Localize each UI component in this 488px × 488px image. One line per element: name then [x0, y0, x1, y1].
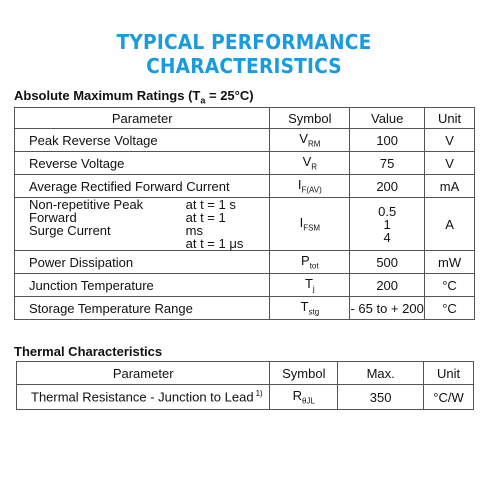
unit-cell: V — [425, 129, 475, 152]
header-symbol: Symbol — [270, 362, 338, 385]
param-cell: Power Dissipation — [15, 251, 270, 274]
value-cell: - 65 to + 200 — [350, 297, 425, 320]
symbol-cell: $I_{FSM}$ — [270, 198, 350, 251]
param-cell: Peak Reverse Voltage — [15, 129, 270, 152]
table-header-row — [15, 108, 475, 129]
unit-cell: °C/W — [424, 385, 474, 410]
surge-cond-2: at t = 1 ms — [185, 210, 226, 238]
unit-cell: A — [425, 198, 475, 251]
symbol-cell: $I_{F(AV)}$ — [270, 175, 350, 198]
surge-cond-3: at t = 1 μs — [185, 236, 244, 251]
param-cell: Reverse Voltage — [15, 152, 270, 175]
header-symbol: Symbol — [270, 108, 350, 129]
table-row — [17, 385, 474, 410]
value-cell: 350 — [338, 385, 424, 410]
symbol-cell: $T_{stg}$ — [270, 297, 350, 320]
header-value: Value — [350, 108, 425, 129]
header-max: Max. — [338, 362, 424, 385]
param-cell: Storage Temperature Range — [15, 297, 270, 320]
abs-max-ratings-table — [14, 107, 475, 320]
unit-cell: °C — [425, 274, 475, 297]
abs-max-ratings-title — [14, 88, 254, 106]
page-title: TYPICAL PERFORMANCE CHARACTERISTICS — [116, 30, 372, 78]
surge-value-2: 1 — [383, 216, 391, 232]
param-cell: Thermal Resistance - Junction to Lead $^{1)}$ — [17, 385, 270, 410]
abs-title-prefix: Absolute Maximum Ratings (T — [14, 88, 201, 103]
value-cell-surge — [350, 198, 425, 251]
symbol-cell: $R_{\theta JL}$ — [270, 385, 338, 410]
thermal-table — [16, 361, 474, 410]
symbol-cell: $V_R$ — [270, 152, 350, 175]
header-parameter: Parameter — [15, 108, 270, 129]
unit-cell: mW — [425, 251, 475, 274]
header-unit: Unit — [425, 108, 475, 129]
param-cell-surge — [15, 198, 270, 251]
value-cell: 500 — [350, 251, 425, 274]
table-row — [15, 251, 475, 274]
unit-cell: V — [425, 152, 475, 175]
abs-title-sub: a — [200, 95, 206, 106]
header-unit: Unit — [424, 362, 474, 385]
thermal-title: Thermal Characteristics — [14, 344, 163, 359]
unit-cell: mA — [425, 175, 475, 198]
surge-value-1: 0.5 — [378, 203, 397, 219]
surge-param-line2: Surge Current — [29, 223, 111, 238]
footnote-marker: 1) — [255, 389, 263, 399]
value-cell: 200 — [350, 274, 425, 297]
table-row — [15, 297, 475, 320]
symbol-cell: $T_j$ — [270, 274, 350, 297]
surge-value-3: 4 — [383, 229, 391, 245]
surge-param-line1: Non-repetitive Peak Forward — [29, 197, 144, 225]
symbol-cell: $V_{RM}$ — [270, 129, 350, 152]
value-cell: 75 — [350, 152, 425, 175]
surge-cond-1: at t = 1 s — [185, 197, 236, 212]
unit-cell: °C — [425, 297, 475, 320]
abs-title-suffix: = 25°C) — [205, 88, 254, 103]
value-cell: 200 — [350, 175, 425, 198]
param-cell: Junction Temperature — [15, 274, 270, 297]
table-header-row — [17, 362, 474, 385]
table-row-surge — [15, 198, 475, 251]
value-cell: 100 — [350, 129, 425, 152]
header-parameter: Parameter — [17, 362, 270, 385]
symbol-cell: $P_{tot}$ — [270, 251, 350, 274]
table-row — [15, 175, 475, 198]
param-cell: Average Rectified Forward Current — [15, 175, 270, 198]
table-row — [15, 274, 475, 297]
table-row — [15, 129, 475, 152]
table-row — [15, 152, 475, 175]
